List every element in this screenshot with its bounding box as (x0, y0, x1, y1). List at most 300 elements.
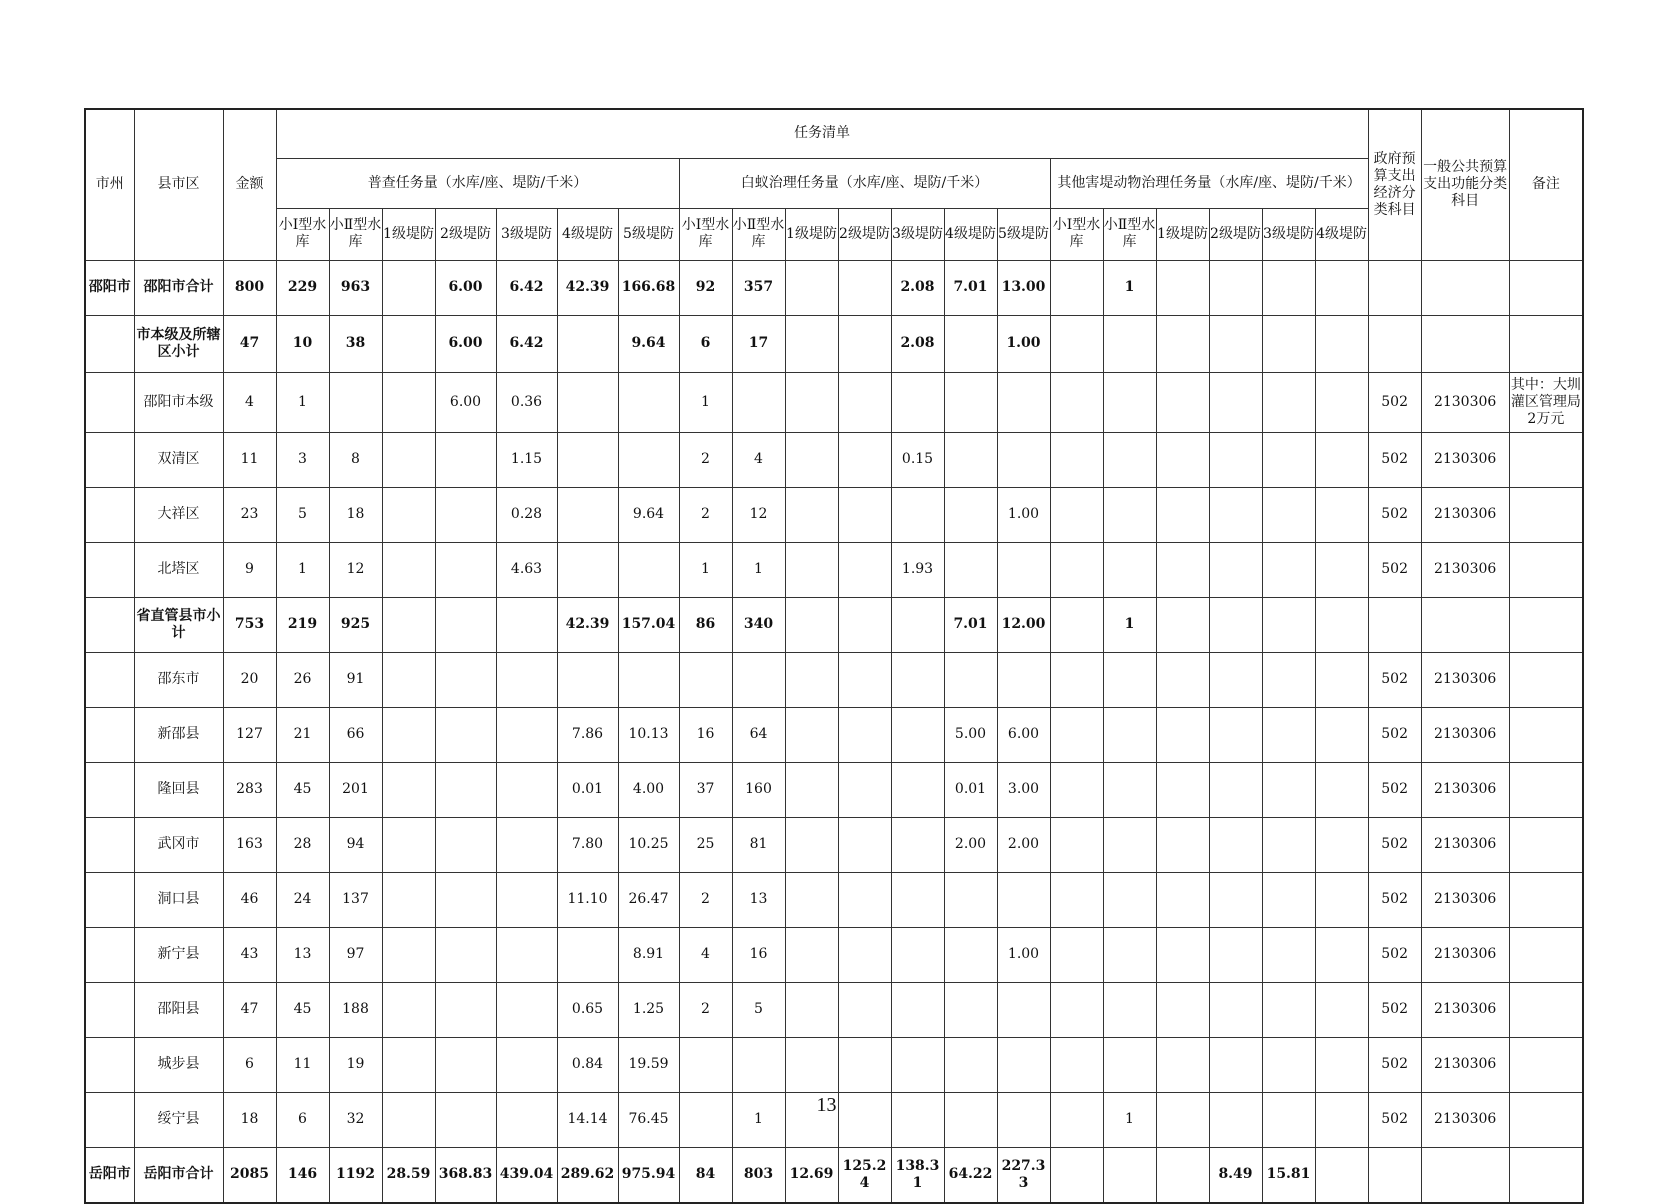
value-cell (944, 982, 997, 1037)
remark-cell (1509, 927, 1583, 982)
value-cell (1315, 597, 1368, 652)
county-cell: 绥宁县 (134, 1092, 223, 1147)
value-cell (382, 1037, 435, 1092)
value-cell: 157.04 (618, 597, 679, 652)
value-cell (1156, 542, 1209, 597)
value-cell: 753 (223, 597, 276, 652)
value-cell (1262, 927, 1315, 982)
value-cell (1050, 762, 1103, 817)
value-cell: 19 (329, 1037, 382, 1092)
value-cell (1209, 872, 1262, 927)
value-cell: 17 (732, 315, 785, 372)
value-cell: 2.08 (891, 260, 944, 315)
value-cell (1421, 1147, 1509, 1203)
value-cell: 45 (276, 982, 329, 1037)
value-cell (382, 597, 435, 652)
remark-text (1510, 708, 1583, 762)
value-cell: 502 (1368, 872, 1421, 927)
table-row (85, 315, 1583, 372)
value-cell: 7.86 (557, 707, 618, 762)
value-cell (1156, 372, 1209, 432)
value-cell: 2 (679, 487, 732, 542)
remark-text (1510, 1038, 1583, 1092)
value-cell (1368, 260, 1421, 315)
remark-cell (1509, 872, 1583, 927)
value-cell: 219 (276, 597, 329, 652)
value-cell: 92 (679, 260, 732, 315)
value-cell (1209, 762, 1262, 817)
value-cell: 0.65 (557, 982, 618, 1037)
value-cell: 502 (1368, 707, 1421, 762)
value-cell: 66 (329, 707, 382, 762)
value-cell (557, 487, 618, 542)
value-cell (732, 372, 785, 432)
value-cell: 1.15 (496, 432, 557, 487)
value-cell: 4 (223, 372, 276, 432)
value-cell (496, 872, 557, 927)
value-cell (838, 432, 891, 487)
county-cell: 城步县 (134, 1037, 223, 1092)
value-cell (435, 542, 496, 597)
value-cell (785, 1037, 838, 1092)
value-cell: 125.24 (838, 1147, 891, 1203)
value-cell: 963 (329, 260, 382, 315)
value-cell (1209, 372, 1262, 432)
value-cell (891, 927, 944, 982)
value-cell: 1 (1103, 260, 1156, 315)
value-cell (785, 762, 838, 817)
value-cell (1262, 260, 1315, 315)
value-cell: 502 (1368, 817, 1421, 872)
county-cell: 市本级及所辖区小计 (134, 315, 223, 372)
value-cell: 2085 (223, 1147, 276, 1203)
value-cell (838, 260, 891, 315)
value-cell (557, 652, 618, 707)
survey-col-header: 小Ⅱ型水库 (329, 208, 382, 260)
value-cell (785, 487, 838, 542)
value-cell (891, 487, 944, 542)
value-cell: 84 (679, 1147, 732, 1203)
value-cell (1421, 597, 1509, 652)
value-cell: 502 (1368, 487, 1421, 542)
header-survey-group: 普查任务量（水库/座、堤防/千米） (276, 158, 679, 208)
value-cell: 16 (732, 927, 785, 982)
header-remark: 备注 (1509, 109, 1583, 260)
value-cell: 2130306 (1421, 1037, 1509, 1092)
value-cell (1262, 372, 1315, 432)
table-row (85, 260, 1583, 315)
value-cell: 2 (679, 982, 732, 1037)
value-cell (1050, 1147, 1103, 1203)
value-cell: 2130306 (1421, 487, 1509, 542)
value-cell: 10 (276, 315, 329, 372)
value-cell (838, 597, 891, 652)
value-cell (1315, 707, 1368, 762)
remark-cell (1509, 432, 1583, 487)
value-cell: 12.00 (997, 597, 1050, 652)
other-col-header: 3级堤防 (1262, 208, 1315, 260)
header-county: 县市区 (134, 109, 223, 260)
value-cell (1315, 762, 1368, 817)
table-row (85, 487, 1583, 542)
value-cell (1103, 487, 1156, 542)
city-cell (85, 372, 134, 432)
task-allocation-table (84, 108, 1584, 1204)
value-cell (1103, 927, 1156, 982)
value-cell: 42.39 (557, 260, 618, 315)
value-cell: 1192 (329, 1147, 382, 1203)
table-row (85, 762, 1583, 817)
value-cell (496, 817, 557, 872)
value-cell (732, 652, 785, 707)
value-cell (891, 817, 944, 872)
value-cell (1262, 762, 1315, 817)
value-cell: 5 (732, 982, 785, 1037)
value-cell: 37 (679, 762, 732, 817)
county-cell: 新宁县 (134, 927, 223, 982)
value-cell: 7.01 (944, 260, 997, 315)
value-cell (1262, 487, 1315, 542)
value-cell (944, 872, 997, 927)
value-cell (1315, 872, 1368, 927)
value-cell (1156, 707, 1209, 762)
value-cell: 8.91 (618, 927, 679, 982)
value-cell (785, 597, 838, 652)
value-cell: 26 (276, 652, 329, 707)
value-cell (1156, 260, 1209, 315)
value-cell (1262, 315, 1315, 372)
value-cell: 12 (329, 542, 382, 597)
value-cell (838, 372, 891, 432)
value-cell: 439.04 (496, 1147, 557, 1203)
value-cell: 357 (732, 260, 785, 315)
value-cell (1262, 817, 1315, 872)
table-row (85, 432, 1583, 487)
value-cell (557, 432, 618, 487)
value-cell (1156, 487, 1209, 542)
value-cell (891, 597, 944, 652)
value-cell (1050, 817, 1103, 872)
value-cell (838, 817, 891, 872)
value-cell (997, 542, 1050, 597)
value-cell (557, 372, 618, 432)
remark-text (1510, 1148, 1583, 1202)
value-cell (679, 652, 732, 707)
value-cell (435, 597, 496, 652)
value-cell (997, 432, 1050, 487)
remark-cell (1509, 542, 1583, 597)
value-cell (1050, 872, 1103, 927)
value-cell: 15.81 (1262, 1147, 1315, 1203)
value-cell (618, 652, 679, 707)
value-cell: 43 (223, 927, 276, 982)
value-cell (1156, 982, 1209, 1037)
table-row (85, 872, 1583, 927)
value-cell: 94 (329, 817, 382, 872)
value-cell (944, 927, 997, 982)
value-cell (496, 597, 557, 652)
value-cell: 975.94 (618, 1147, 679, 1203)
survey-col-header: 小Ⅰ型水库 (276, 208, 329, 260)
city-cell (85, 1037, 134, 1092)
remark-cell (1509, 597, 1583, 652)
value-cell: 10.25 (618, 817, 679, 872)
value-cell (1156, 817, 1209, 872)
page-number: 13 (816, 1094, 837, 1116)
value-cell: 28.59 (382, 1147, 435, 1203)
city-cell (85, 817, 134, 872)
value-cell: 91 (329, 652, 382, 707)
value-cell (1421, 260, 1509, 315)
value-cell: 160 (732, 762, 785, 817)
value-cell (557, 542, 618, 597)
value-cell (1103, 1147, 1156, 1203)
value-cell: 64 (732, 707, 785, 762)
value-cell (435, 927, 496, 982)
value-cell: 502 (1368, 372, 1421, 432)
termite-col-header: 3级堤防 (891, 208, 944, 260)
value-cell (1156, 927, 1209, 982)
table-row (85, 982, 1583, 1037)
value-cell (838, 542, 891, 597)
value-cell (1209, 542, 1262, 597)
value-cell: 0.15 (891, 432, 944, 487)
value-cell: 3.00 (997, 762, 1050, 817)
value-cell: 13 (732, 872, 785, 927)
value-cell (944, 652, 997, 707)
value-cell (435, 817, 496, 872)
value-cell (944, 487, 997, 542)
value-cell: 14.14 (557, 1092, 618, 1147)
value-cell: 6 (276, 1092, 329, 1147)
value-cell: 25 (679, 817, 732, 872)
city-cell: 岳阳市 (85, 1147, 134, 1203)
value-cell: 2 (679, 432, 732, 487)
value-cell (1156, 652, 1209, 707)
value-cell (1421, 315, 1509, 372)
value-cell: 1 (1103, 1092, 1156, 1147)
value-cell: 6.00 (997, 707, 1050, 762)
value-cell (1209, 817, 1262, 872)
city-cell: 邵阳市 (85, 260, 134, 315)
value-cell: 289.62 (557, 1147, 618, 1203)
county-cell: 岳阳市合计 (134, 1147, 223, 1203)
city-cell (85, 597, 134, 652)
value-cell (1103, 542, 1156, 597)
value-cell (785, 927, 838, 982)
value-cell (496, 927, 557, 982)
value-cell: 2.08 (891, 315, 944, 372)
value-cell: 2130306 (1421, 762, 1509, 817)
county-cell: 邵阳县 (134, 982, 223, 1037)
survey-col-header: 3级堤防 (496, 208, 557, 260)
value-cell: 1 (276, 372, 329, 432)
value-cell: 502 (1368, 927, 1421, 982)
value-cell (891, 652, 944, 707)
county-cell: 大祥区 (134, 487, 223, 542)
value-cell (838, 1037, 891, 1092)
value-cell (382, 817, 435, 872)
remark-text (1510, 928, 1583, 982)
value-cell (785, 372, 838, 432)
value-cell: 1 (732, 1092, 785, 1147)
value-cell (1315, 315, 1368, 372)
remark-text (1510, 543, 1583, 597)
remark-text: 其中：大圳灌区管理局2万元 (1510, 377, 1581, 427)
value-cell: 11 (276, 1037, 329, 1092)
county-cell: 双清区 (134, 432, 223, 487)
table-row (85, 597, 1583, 652)
value-cell (1262, 597, 1315, 652)
county-cell: 邵东市 (134, 652, 223, 707)
value-cell (1368, 597, 1421, 652)
city-cell (85, 315, 134, 372)
remark-text (1510, 598, 1583, 652)
remark-cell (1509, 1147, 1583, 1203)
value-cell (1050, 707, 1103, 762)
value-cell (382, 872, 435, 927)
value-cell (435, 1037, 496, 1092)
value-cell (1209, 432, 1262, 487)
value-cell: 2.00 (944, 817, 997, 872)
value-cell: 6 (223, 1037, 276, 1092)
value-cell: 4 (679, 927, 732, 982)
value-cell: 32 (329, 1092, 382, 1147)
value-cell (785, 315, 838, 372)
value-cell (382, 762, 435, 817)
value-cell (435, 707, 496, 762)
value-cell (1315, 372, 1368, 432)
value-cell: 12 (732, 487, 785, 542)
value-cell: 2130306 (1421, 652, 1509, 707)
value-cell (1103, 817, 1156, 872)
survey-col-header: 1级堤防 (382, 208, 435, 260)
value-cell (1156, 432, 1209, 487)
value-cell: 502 (1368, 652, 1421, 707)
value-cell (1315, 260, 1368, 315)
value-cell (382, 707, 435, 762)
value-cell (785, 542, 838, 597)
header-task-list: 任务清单 (276, 109, 1368, 158)
value-cell (1209, 597, 1262, 652)
value-cell (944, 372, 997, 432)
value-cell (997, 372, 1050, 432)
city-cell (85, 652, 134, 707)
value-cell: 2130306 (1421, 1092, 1509, 1147)
value-cell (382, 432, 435, 487)
value-cell: 11.10 (557, 872, 618, 927)
value-cell (1262, 1037, 1315, 1092)
value-cell: 6.00 (435, 372, 496, 432)
header-other-animal-group: 其他害堤动物治理任务量（水库/座、堤防/千米） (1050, 158, 1368, 208)
value-cell: 11 (223, 432, 276, 487)
value-cell: 46 (223, 872, 276, 927)
value-cell (382, 487, 435, 542)
value-cell (1315, 817, 1368, 872)
value-cell (785, 652, 838, 707)
value-cell (618, 432, 679, 487)
value-cell: 1 (1103, 597, 1156, 652)
value-cell (997, 652, 1050, 707)
value-cell (382, 372, 435, 432)
value-cell (944, 432, 997, 487)
value-cell (891, 872, 944, 927)
termite-col-header: 小Ⅱ型水库 (732, 208, 785, 260)
value-cell: 42.39 (557, 597, 618, 652)
value-cell: 8 (329, 432, 382, 487)
city-cell (85, 982, 134, 1037)
value-cell (838, 927, 891, 982)
value-cell (1209, 260, 1262, 315)
value-cell (838, 315, 891, 372)
table-row (85, 817, 1583, 872)
city-cell (85, 542, 134, 597)
value-cell: 1.93 (891, 542, 944, 597)
value-cell (1050, 597, 1103, 652)
survey-col-header: 2级堤防 (435, 208, 496, 260)
header-city: 市州 (85, 109, 134, 260)
value-cell: 2130306 (1421, 927, 1509, 982)
value-cell: 2130306 (1421, 432, 1509, 487)
value-cell: 502 (1368, 762, 1421, 817)
value-cell (1156, 597, 1209, 652)
value-cell: 10.13 (618, 707, 679, 762)
value-cell: 2 (679, 872, 732, 927)
value-cell (944, 315, 997, 372)
value-cell: 229 (276, 260, 329, 315)
value-cell: 925 (329, 597, 382, 652)
value-cell: 6.42 (496, 315, 557, 372)
value-cell (1315, 652, 1368, 707)
county-cell: 邵阳市合计 (134, 260, 223, 315)
value-cell (838, 487, 891, 542)
remark-cell (1509, 707, 1583, 762)
value-cell (618, 372, 679, 432)
value-cell: 502 (1368, 1092, 1421, 1147)
value-cell: 127 (223, 707, 276, 762)
value-cell: 64.22 (944, 1147, 997, 1203)
value-cell (1050, 542, 1103, 597)
remark-text (1510, 261, 1583, 315)
value-cell (435, 487, 496, 542)
value-cell: 12.69 (785, 1147, 838, 1203)
value-cell: 1 (276, 542, 329, 597)
termite-col-header: 1级堤防 (785, 208, 838, 260)
remark-text (1510, 818, 1583, 872)
remark-cell (1509, 315, 1583, 372)
value-cell: 283 (223, 762, 276, 817)
value-cell (1103, 372, 1156, 432)
value-cell (785, 260, 838, 315)
value-cell (944, 542, 997, 597)
value-cell: 2.00 (997, 817, 1050, 872)
value-cell: 2130306 (1421, 817, 1509, 872)
value-cell (891, 1037, 944, 1092)
value-cell (679, 1037, 732, 1092)
remark-text (1510, 983, 1583, 1037)
table-row (85, 652, 1583, 707)
value-cell: 86 (679, 597, 732, 652)
value-cell: 38 (329, 315, 382, 372)
value-cell (1209, 652, 1262, 707)
value-cell (838, 982, 891, 1037)
value-cell: 9.64 (618, 315, 679, 372)
value-cell: 24 (276, 872, 329, 927)
value-cell: 0.28 (496, 487, 557, 542)
survey-col-header: 4级堤防 (557, 208, 618, 260)
value-cell (435, 762, 496, 817)
table-row (85, 542, 1583, 597)
